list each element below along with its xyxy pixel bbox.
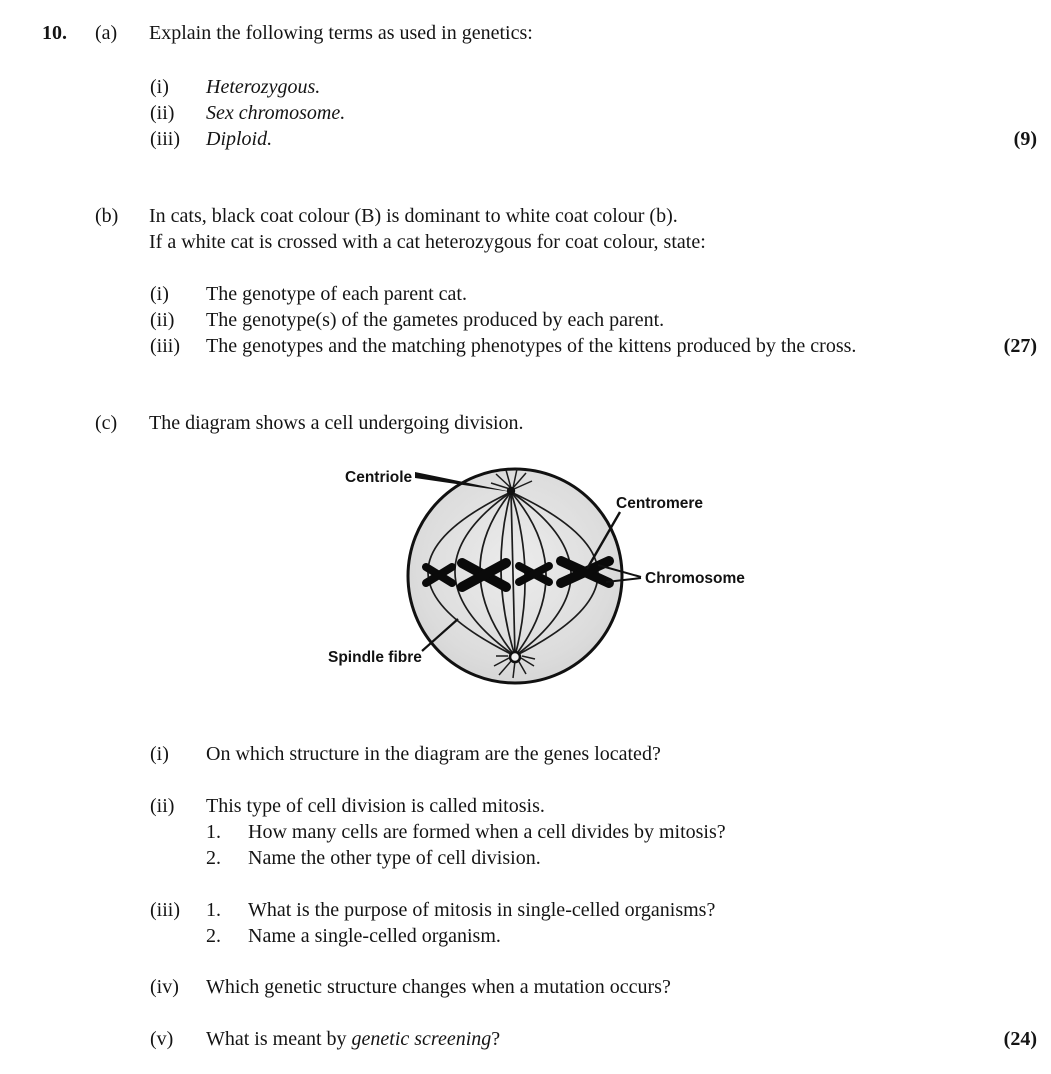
part-b-marks: (27) bbox=[1003, 335, 1037, 357]
part-a-item-i-label: (i) bbox=[150, 76, 169, 98]
part-c-item-v-emphasis: genetic screening bbox=[351, 1028, 492, 1050]
part-c-item-v-prefix: What is meant by bbox=[206, 1028, 352, 1050]
top-centriole-dot bbox=[507, 487, 515, 495]
part-c-item-ii-sub1-num: 1. bbox=[206, 821, 221, 843]
centriole-label: Centriole bbox=[345, 469, 413, 486]
part-c-item-iii-sub2-text: Name a single-celled organism. bbox=[248, 925, 501, 947]
part-a-label: (a) bbox=[95, 22, 118, 44]
part-c-intro: The diagram shows a cell undergoing division. bbox=[149, 412, 524, 434]
part-a-intro: Explain the following terms as used in genetics: bbox=[149, 22, 533, 44]
part-b-label: (b) bbox=[95, 205, 119, 227]
part-a-item-iii-term: Diploid. bbox=[206, 128, 273, 150]
part-c-item-ii-sub2-num: 2. bbox=[206, 847, 221, 869]
part-b-item-i-label: (i) bbox=[150, 283, 169, 305]
part-a-item-ii-term: Sex chromosome. bbox=[206, 102, 346, 124]
part-c-item-ii-text: This type of cell division is called mitosis. bbox=[206, 795, 545, 817]
part-b-intro-line2: If a white cat is crossed with a cat heterozygous for coat colour, state: bbox=[149, 231, 706, 253]
centromere-label: Centromere bbox=[616, 495, 703, 512]
part-c-item-i-label: (i) bbox=[150, 743, 169, 765]
part-b-item-iii-label: (iii) bbox=[150, 335, 180, 357]
part-c-item-iii-sub2-num: 2. bbox=[206, 925, 221, 947]
part-c-item-iii-sub1-num: 1. bbox=[206, 899, 221, 921]
part-b-intro-line1: In cats, black coat colour (B) is dominant to white coat colour (b). bbox=[149, 205, 678, 227]
part-c-item-ii-sub2-text: Name the other type of cell division. bbox=[248, 847, 541, 869]
part-c-marks: (24) bbox=[1003, 1028, 1037, 1050]
part-b-item-i-text: The genotype of each parent cat. bbox=[206, 283, 467, 305]
part-c-item-iii-sub1-text: What is the purpose of mitosis in single-celled organisms? bbox=[248, 899, 716, 921]
part-c-item-iv-text: Which genetic structure changes when a mutation occurs? bbox=[206, 976, 671, 998]
part-c-item-v-text bbox=[206, 1028, 500, 1051]
part-c-item-iii-label: (iii) bbox=[150, 899, 180, 921]
bottom-centriole-ring bbox=[510, 652, 520, 662]
spindle-fibre-label: Spindle fibre bbox=[328, 649, 422, 666]
part-a-item-iii-label: (iii) bbox=[150, 128, 180, 150]
chromosome-label: Chromosome bbox=[645, 570, 745, 587]
part-b-item-iii-text: The genotypes and the matching phenotypes of the kittens produced by the cross. bbox=[206, 335, 857, 357]
part-c-item-v-label: (v) bbox=[150, 1028, 174, 1050]
part-a-marks: (9) bbox=[1013, 128, 1037, 150]
part-c-item-v-suffix: ? bbox=[491, 1028, 501, 1050]
part-c-item-i-text: On which structure in the diagram are the genes located? bbox=[206, 743, 661, 765]
part-a-item-i-term: Heterozygous. bbox=[206, 76, 321, 98]
part-c-item-iv-label: (iv) bbox=[150, 976, 179, 998]
part-c-item-ii-label: (ii) bbox=[150, 795, 175, 817]
part-c-item-ii-sub1-text: How many cells are formed when a cell divides by mitosis? bbox=[248, 821, 726, 843]
part-b-item-ii-text: The genotype(s) of the gametes produced by each parent. bbox=[206, 309, 665, 331]
part-b-item-ii-label: (ii) bbox=[150, 309, 175, 331]
part-c-label: (c) bbox=[95, 412, 118, 434]
question-number: 10. bbox=[42, 22, 67, 44]
cell-division-diagram bbox=[310, 448, 770, 698]
part-a-item-ii-label: (ii) bbox=[150, 102, 175, 124]
